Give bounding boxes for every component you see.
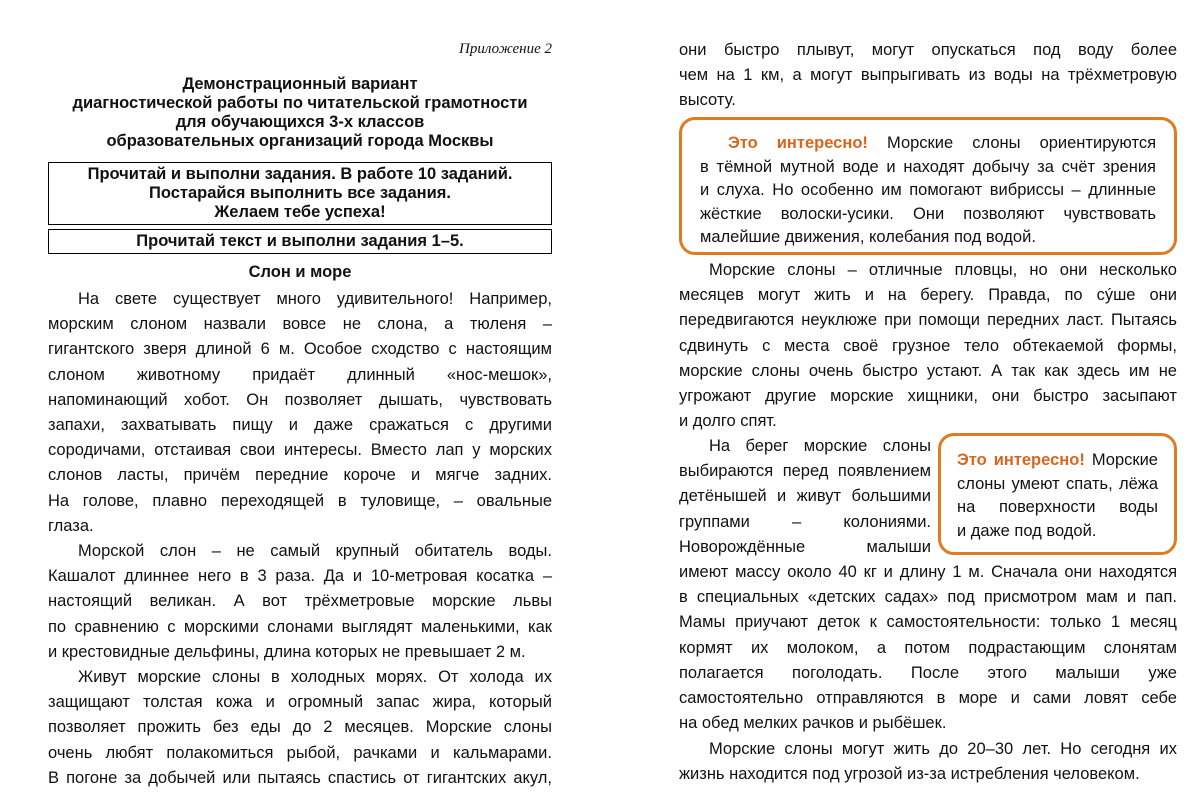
text-line: самостоятельно отправляются в море и сами ловят себе	[679, 689, 1177, 708]
callout-line	[957, 449, 1158, 473]
text-line: Живут морские слоны в холодных морях. От холода их	[78, 668, 552, 686]
paragraph-2	[48, 539, 552, 665]
title-line: для обучающихся 3-х классов	[175, 113, 425, 131]
text-line: и крестовидные дельфины, длина которых не превышает 2 м.	[48, 642, 526, 661]
callout-line: на поверхности воды	[957, 498, 1158, 517]
text-line: полагается поголодать. После этого малыши уже	[679, 663, 1177, 682]
text-line: Морской слон – не самый крупный обитатель воды.	[78, 542, 552, 560]
text-line: детёнышей и живут большими	[679, 487, 931, 506]
text-line: выбираются перед появлением	[679, 462, 931, 481]
paragraph-3	[48, 665, 552, 791]
paragraph-4	[679, 258, 1177, 434]
callout-text: Морские слоны ориентируются	[887, 134, 1157, 152]
text-line: жизнь находится под угрозой из-за истребления человеком.	[679, 765, 1140, 784]
fact-callout-1	[679, 117, 1177, 255]
text-line: напоминающий хобот. Он позволяет дышать, чувствовать	[48, 390, 552, 409]
text-line: запахи, захватывать пищу и даже сражаться с другими	[48, 416, 552, 435]
instruction-line: Желаем тебе успеха!	[214, 203, 386, 221]
text-line: угрожают другие морские хищники, они быстро засыпают	[679, 387, 1177, 406]
title-line: диагностической работы по читательской грамотности	[72, 94, 528, 112]
text-line: имеют массу около 40 кг и длину 1 м. Сначала они находятся	[679, 563, 1177, 581]
text-line: слонов ласты, причём передние короче и мягче задних.	[48, 466, 552, 485]
title-line: Демонстрационный вариант	[182, 75, 418, 93]
text-line: позволяет прожить без еды до 2 месяцев. Морские слоны	[48, 718, 552, 737]
task-box-text: Прочитай текст и выполни задания 1–5.	[136, 232, 464, 250]
fact-callout-2	[938, 433, 1177, 555]
text-line: Новорождённые малыши	[679, 537, 931, 556]
title-line: образовательных организаций города Москвы	[106, 132, 494, 150]
story-title: Слон и море	[248, 263, 352, 281]
callout-line: малейшие движения, колебания под водой.	[700, 228, 1036, 247]
text-line: В погоне за добычей или пытаясь спастись от гигантских акул,	[48, 768, 552, 787]
document-title	[48, 75, 552, 151]
paragraph-continued	[679, 38, 1177, 114]
paragraph-6	[679, 737, 1177, 787]
paragraph-5-rest	[679, 560, 1177, 736]
instruction-line: Постарайся выполнить все задания.	[148, 184, 451, 202]
paragraph-1	[48, 287, 552, 539]
text-line: чем на 1 км, а могут выпрыгивать из воды на трёхметровую	[679, 66, 1177, 85]
callout-label: Это интересно!	[957, 451, 1085, 469]
text-line: На свете существует много удивительного! Например,	[78, 290, 552, 308]
text-line: месяцев могут жить и на берегу. Правда, по сýше они	[679, 286, 1177, 305]
text-line: сородичами, отстаивая свои интересы. Вместо лап у морских	[48, 441, 552, 460]
text-line: на обед мелких рачков и рыбёшек.	[679, 714, 947, 733]
instructions-box	[48, 162, 552, 225]
text-line: настоящий великан. А вот трёхметровые морские львы	[48, 592, 552, 611]
instruction-line: Прочитай и выполни задания. В работе 10 заданий.	[87, 165, 513, 183]
text-line: Кашалот длиннее него в 3 раза. Да и 10-метровая косатка –	[48, 567, 552, 586]
callout-line: в тёмной мутной воде и находят добычу за счёт зрения	[700, 157, 1156, 176]
callout-line: и слуха. Но особенно им помогают вибриссы – длинные	[700, 181, 1156, 200]
text-line: Мамы приучают деток к самостоятельности: только 1 месяц	[679, 613, 1177, 632]
text-line: слоном животному придаёт длинный «нос-мешок»,	[48, 365, 552, 384]
text-line: в специальных «детских садах» под присмотром мам и пап.	[679, 588, 1177, 607]
text-line: Морские слоны могут жить до 20–30 лет. Но сегодня их	[709, 740, 1177, 758]
text-line: по сравнению с морскими слонами выглядят маленькими, как	[48, 617, 552, 636]
text-line: На голове, плавно переходящей в туловище, – овальные	[48, 491, 552, 510]
right-page	[679, 0, 1177, 795]
text-line: очень любят полакомиться рыбой, рачками и кальмарами.	[48, 743, 552, 762]
callout-label: Это интересно!	[728, 134, 868, 152]
callout-line: жёсткие волоски-усики. Они позволяют чувствовать	[700, 204, 1156, 223]
text-line: глаза.	[48, 516, 94, 535]
text-line: и долго спят.	[679, 412, 777, 431]
callout-line: слоны умеют спать, лёжа	[957, 474, 1158, 493]
callout-line	[700, 132, 1156, 156]
text-line: высоту.	[679, 91, 736, 110]
paragraph-5-narrow	[679, 434, 931, 560]
text-line: морские слоны очень быстро устают. А так как здесь им не	[679, 361, 1177, 380]
text-line: защищают толстая кожа и огромный запас жира, который	[48, 693, 552, 712]
task-box	[48, 229, 552, 254]
callout-line: и даже под водой.	[957, 521, 1097, 540]
text-line: морским слоном назвали вовсе не слона, а тюленя –	[48, 315, 552, 334]
text-line: Морские слоны – отличные пловцы, но они несколько	[709, 261, 1177, 279]
text-line: гигантского зверя длиной 6 м. Особое сходство с настоящим	[48, 340, 552, 359]
text-line: кормят их молоком, а потом подрастающим слонятам	[679, 638, 1177, 657]
callout-text: Морские	[1091, 451, 1158, 469]
text-line: группами – колониями.	[679, 512, 931, 531]
text-line: На берег морские слоны	[709, 437, 931, 455]
appendix-label: Приложение 2	[459, 41, 552, 57]
text-line: сдвинуть с места своё грузное тело обтекаемой формы,	[679, 336, 1177, 355]
left-page	[48, 0, 552, 795]
text-line: они быстро плывут, могут опускаться под воду более	[679, 41, 1177, 59]
text-line: передвигаются неуклюже при помощи передних ласт. Пытаясь	[679, 311, 1177, 330]
